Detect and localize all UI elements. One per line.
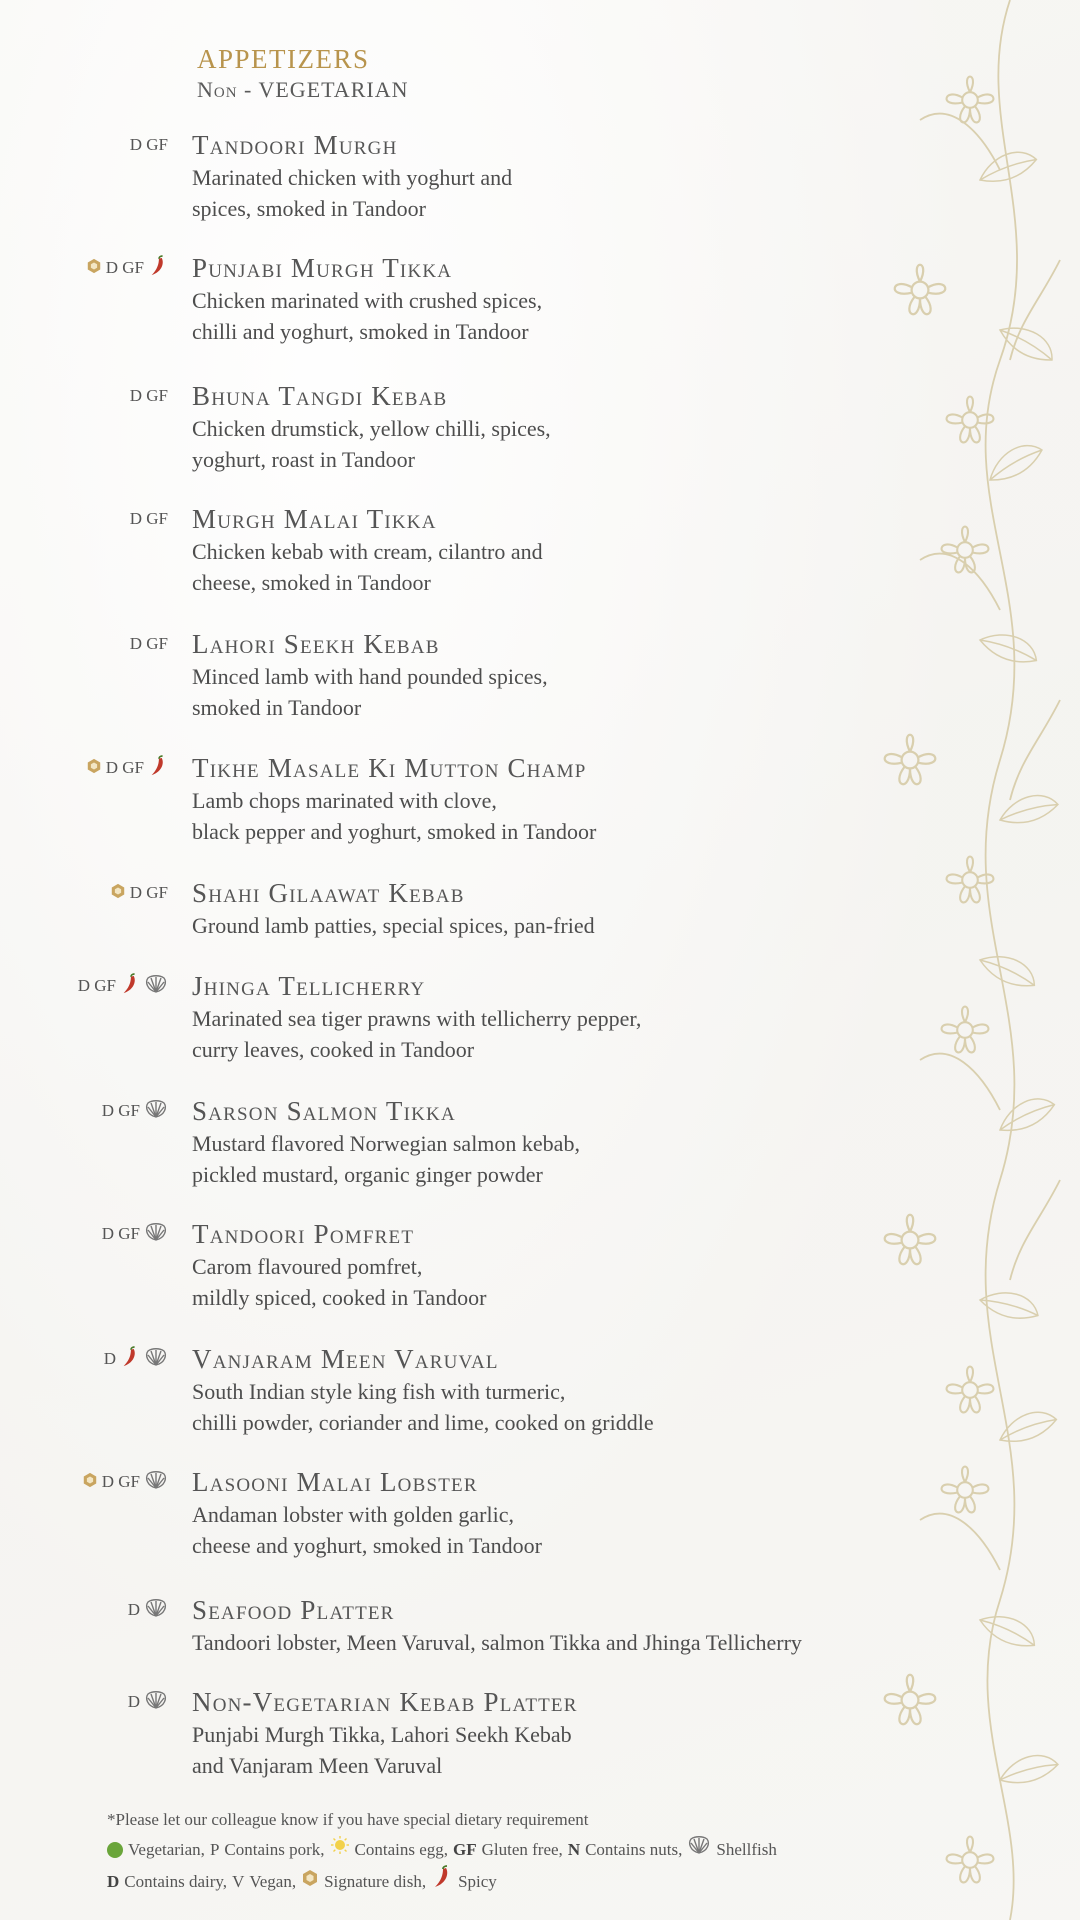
- description-line: curry leaves, cooked in Tandoor: [192, 1037, 475, 1062]
- dietary-tags: [86, 751, 168, 785]
- dietary-codes: D GF: [77, 976, 116, 995]
- menu-item-name: Tikhe Masale Ki Mutton Champ: [192, 753, 587, 783]
- description-line: yoghurt, roast in Tandoor: [192, 447, 415, 472]
- description-line: Carom flavoured pomfret,: [192, 1254, 423, 1279]
- menu-item-description: [192, 785, 596, 847]
- signature-dish-icon: [86, 258, 102, 279]
- description-line: Tandoori lobster, Meen Varuval, salmon Tikka and Jhinga Tellicherry: [192, 1630, 802, 1655]
- menu-item-description: [192, 661, 548, 723]
- menu-item-name: Jhinga Tellicherry: [192, 971, 426, 1001]
- signature-dish-icon: [110, 883, 126, 904]
- dietary-tags: [130, 627, 168, 661]
- dietary-codes: D GF: [105, 258, 144, 277]
- dietary-codes: D GF: [129, 883, 168, 902]
- shellfish-icon: [144, 1222, 168, 1247]
- dietary-legend: [107, 1805, 907, 1899]
- dietary-codes: D GF: [129, 509, 168, 528]
- shellfish-icon: [144, 974, 168, 999]
- menu-item-description: [192, 1719, 572, 1781]
- dietary-codes: D: [127, 1600, 140, 1619]
- description-line: chilli and yoghurt, smoked in Tandoor: [192, 319, 529, 344]
- legend-nuts: Contains nuts,: [585, 1840, 683, 1859]
- description-line: Lamb chops marinated with clove,: [192, 788, 497, 813]
- signature-dish-icon: [301, 1867, 319, 1897]
- dietary-tags: [130, 128, 168, 162]
- dietary-note: *Please let our colleague know if you have special dietary requirement: [107, 1810, 589, 1829]
- menu-item-name: Bhuna Tangdi Kebab: [192, 381, 448, 411]
- description-line: Mustard flavored Norwegian salmon kebab,: [192, 1131, 580, 1156]
- dietary-tags: [110, 876, 168, 910]
- chilli-icon: [120, 1345, 140, 1374]
- signature-dish-icon: [82, 1472, 98, 1493]
- dietary-codes: D GF: [129, 634, 168, 653]
- dietary-tags: [78, 969, 168, 1003]
- dietary-codes: D GF: [129, 135, 168, 154]
- description-line: Chicken drumstick, yellow chilli, spices,: [192, 416, 551, 441]
- menu-item-name: Murgh Malai Tikka: [192, 504, 437, 534]
- description-line: black pepper and yoghurt, smoked in Tandoor: [192, 819, 597, 844]
- legend-dairy: Contains dairy,: [124, 1872, 228, 1891]
- legend-signature: Signature dish,: [324, 1872, 427, 1891]
- description-line: cheese and yoghurt, smoked in Tandoor: [192, 1533, 542, 1558]
- dietary-codes: D: [103, 1349, 116, 1368]
- menu-item-description: [192, 536, 543, 598]
- legend-gf: Gluten free,: [481, 1840, 563, 1859]
- description-line: pickled mustard, organic ginger powder: [192, 1162, 543, 1187]
- menu-item-description: [192, 1499, 542, 1561]
- description-line: chilli powder, coriander and lime, cooked on griddle: [192, 1410, 654, 1435]
- description-line: and Vanjaram Meen Varuval: [192, 1753, 443, 1778]
- description-line: Minced lamb with hand pounded spices,: [192, 664, 548, 689]
- shellfish-icon: [144, 1470, 168, 1495]
- shellfish-icon: [144, 1598, 168, 1623]
- menu-item-name: Tandoori Murgh: [192, 130, 398, 160]
- description-line: Ground lamb patties, special spices, pan-fried: [192, 913, 595, 938]
- dietary-codes: D GF: [101, 1224, 140, 1243]
- menu-item-name: Punjabi Murgh Tikka: [192, 253, 453, 283]
- legend-pork: Contains pork,: [224, 1840, 325, 1859]
- description-line: smoked in Tandoor: [192, 695, 362, 720]
- signature-dish-icon: [86, 758, 102, 779]
- menu-item-description: [192, 910, 595, 941]
- shellfish-icon: [144, 1347, 168, 1372]
- menu-item-description: [192, 162, 512, 224]
- menu-item-description: [192, 285, 542, 347]
- description-line: Chicken marinated with crushed spices,: [192, 288, 543, 313]
- description-line: Punjabi Murgh Tikka, Lahori Seekh Kebab: [192, 1722, 572, 1747]
- dietary-codes: D: [127, 1692, 140, 1711]
- dietary-codes: D GF: [101, 1472, 140, 1491]
- menu-item-name: Seafood Platter: [192, 1595, 395, 1625]
- dietary-tags: [102, 1217, 168, 1251]
- legend-vegan: Vegan,: [249, 1872, 297, 1891]
- menu-item-name: Lasooni Malai Lobster: [192, 1467, 478, 1497]
- description-line: Marinated sea tiger prawns with tellicherry pepper,: [192, 1006, 642, 1031]
- menu-item-name: Sarson Salmon Tikka: [192, 1096, 456, 1126]
- description-line: mildly spiced, cooked in Tandoor: [192, 1285, 487, 1310]
- legend-vegetarian: Vegetarian,: [128, 1840, 205, 1859]
- description-line: cheese, smoked in Tandoor: [192, 570, 431, 595]
- legend-spicy: Spicy: [458, 1872, 497, 1891]
- legend-dairy-code: D: [107, 1872, 120, 1891]
- description-line: South Indian style king fish with turmeric,: [192, 1379, 566, 1404]
- legend-pork-code: P: [209, 1840, 220, 1859]
- dietary-tags: [86, 251, 168, 285]
- dietary-tags: [130, 379, 168, 413]
- legend-shellfish: Shellfish: [716, 1840, 777, 1859]
- chilli-icon: [148, 254, 168, 283]
- menu-item-description: [192, 1627, 802, 1658]
- shellfish-icon: [144, 1099, 168, 1124]
- legend-nuts-code: N: [567, 1840, 581, 1859]
- chilli-icon: [148, 754, 168, 783]
- shellfish-icon: [144, 1690, 168, 1715]
- dietary-codes: D GF: [129, 386, 168, 405]
- menu-item-name: Shahi Gilaawat Kebab: [192, 878, 465, 908]
- dietary-tags: [102, 1094, 168, 1128]
- legend-gf-code: GF: [453, 1840, 477, 1859]
- menu-item-name: Non-Vegetarian Kebab Platter: [192, 1687, 578, 1717]
- menu-item-name: Lahori Seekh Kebab: [192, 629, 440, 659]
- section-subtitle: Non - VEGETARIAN: [197, 77, 409, 102]
- floral-border-decoration: [860, 0, 1080, 1920]
- legend-egg: Contains egg,: [354, 1840, 449, 1859]
- menu-item-description: [192, 1003, 641, 1065]
- chilli-icon: [431, 1865, 453, 1899]
- shellfish-icon: [687, 1835, 711, 1865]
- menu-item-description: [192, 1376, 654, 1438]
- description-line: Andaman lobster with golden garlic,: [192, 1502, 514, 1527]
- dietary-tags: [130, 502, 168, 536]
- vegetarian-icon: [107, 1842, 123, 1858]
- dietary-tags: [128, 1685, 168, 1719]
- menu-item-name: Vanjaram Meen Varuval: [192, 1344, 499, 1374]
- dietary-tags: [104, 1342, 168, 1376]
- menu-item-name: Tandoori Pomfret: [192, 1219, 415, 1249]
- description-line: spices, smoked in Tandoor: [192, 196, 426, 221]
- legend-vegan-code: V: [232, 1872, 245, 1891]
- dietary-codes: D GF: [105, 758, 144, 777]
- dietary-tags: [82, 1465, 168, 1499]
- dietary-codes: D GF: [101, 1101, 140, 1120]
- menu-item-description: [192, 1251, 486, 1313]
- section-heading: [197, 40, 408, 102]
- menu-item-description: [192, 1128, 580, 1190]
- chilli-icon: [120, 972, 140, 1001]
- menu-item-description: [192, 413, 551, 475]
- egg-icon: [330, 1835, 350, 1865]
- section-title: APPETIZERS: [197, 44, 370, 74]
- description-line: Chicken kebab with cream, cilantro and: [192, 539, 543, 564]
- dietary-tags: [128, 1593, 168, 1627]
- description-line: Marinated chicken with yoghurt and: [192, 165, 513, 190]
